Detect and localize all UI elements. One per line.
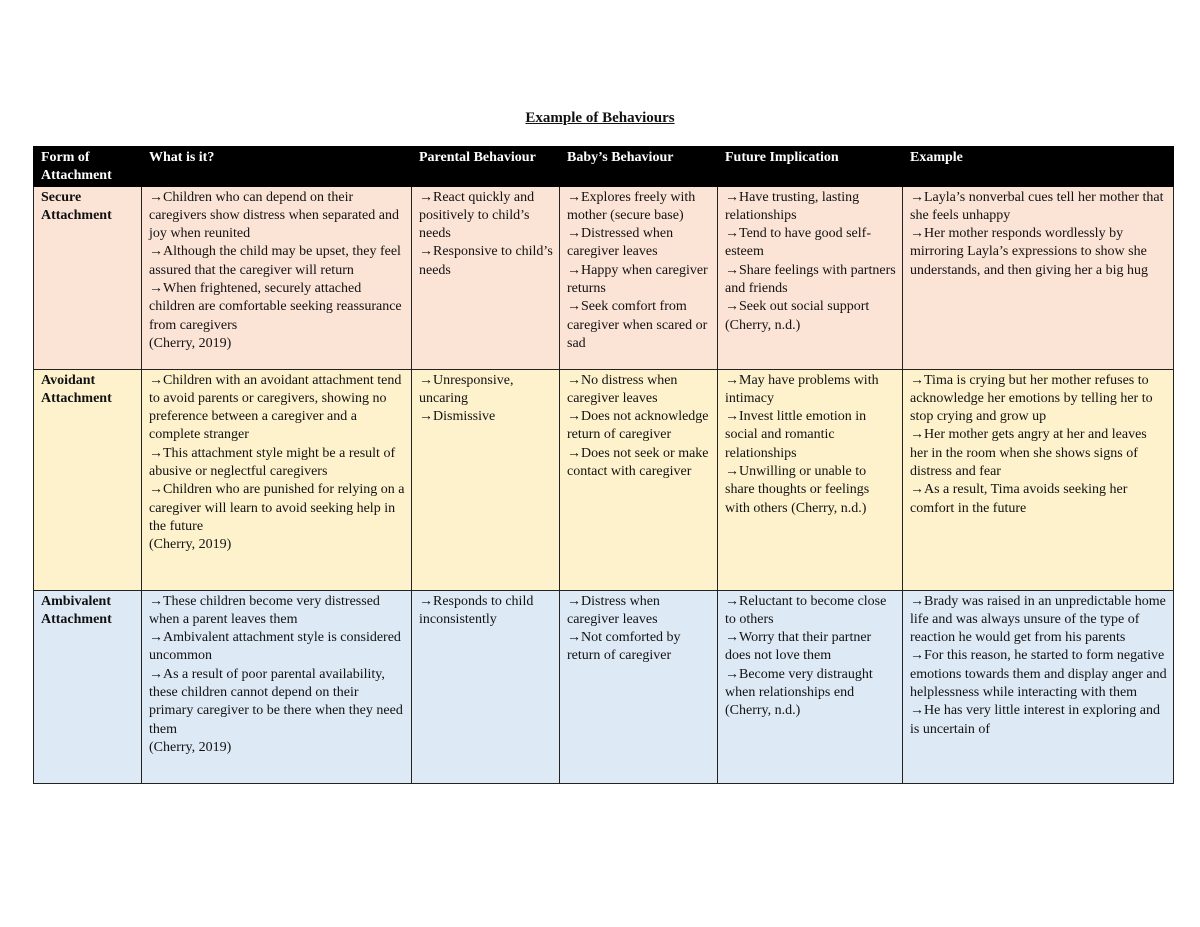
cell-example xyxy=(903,369,1174,590)
cell-line: →Seek out social support (Cherry, n.d.) xyxy=(725,299,870,333)
cell-line: →Brady was raised in an unpredictable home life and was always unsure of the type of reaction he would get from his parents xyxy=(910,593,1166,646)
cell-line: →Worry that their partner does not love them xyxy=(725,630,872,664)
document-title: Example of Behaviours xyxy=(525,110,675,126)
cell-line: →Distress when caregiver leaves xyxy=(567,593,660,627)
cell-line: →Unresponsive, uncaring xyxy=(419,372,514,406)
cell-line: →Have trusting, lasting relationships xyxy=(725,189,860,223)
header-parental: Parental Behaviour xyxy=(412,147,560,187)
header-future: Future Implication xyxy=(718,147,903,187)
cell-line: →React quickly and positively to child’s needs xyxy=(419,189,535,242)
cell-line: →As a result, Tima avoids seeking her comfort in the future xyxy=(910,482,1128,516)
cell-line: →No distress when caregiver leaves xyxy=(567,372,678,406)
cell-line: →Seek comfort from caregiver when scared or sad xyxy=(567,299,708,351)
cell-baby xyxy=(560,590,718,783)
cell-future xyxy=(718,369,903,590)
cell-line: →Unwilling or unable to share thoughts or feelings with others (Cherry, n.d.) xyxy=(725,464,870,516)
cell-line: (Cherry, 2019) xyxy=(149,335,232,351)
cell-baby xyxy=(560,369,718,590)
table-row-avoidant xyxy=(34,369,1174,590)
cell-line: →Dismissive xyxy=(419,409,496,425)
cell-line: →May have problems with intimacy xyxy=(725,372,879,406)
cell-parental xyxy=(412,186,560,369)
header-form: Form of Attachment xyxy=(34,147,142,187)
cell-line: →Her mother responds wordlessly by mirroring Layla’s expressions to show she understands, and then giving her a big hug xyxy=(910,226,1148,278)
cell-line: →When frightened, securely attached children are comfortable seeking reassurance from caregivers xyxy=(149,281,402,333)
cell-line: →Happy when caregiver returns xyxy=(567,262,708,297)
cell-future xyxy=(718,186,903,369)
table-row-secure xyxy=(34,186,1174,369)
header-baby: Baby’s Behaviour xyxy=(560,147,718,187)
cell-line: →Although the child may be upset, they feel assured that the caregiver will return xyxy=(149,244,401,278)
header-row xyxy=(34,147,1174,187)
cell-form: Secure Attachment xyxy=(34,186,142,369)
cell-line: →Responsive to child’s needs xyxy=(419,244,553,278)
cell-line: →Does not seek or make contact with caregiver xyxy=(567,445,709,480)
header-example: Example xyxy=(903,147,1174,187)
cell-line: →Explores freely with mother (secure base) xyxy=(567,189,696,223)
cell-line: →Layla’s nonverbal cues tell her mother that she feels unhappy xyxy=(910,189,1164,223)
cell-line: →Invest little emotion in social and romantic relationships xyxy=(725,409,867,461)
cell-line: (Cherry, 2019) xyxy=(149,537,232,553)
cell-line: →These children become very distressed when a parent leaves them xyxy=(149,593,380,627)
cell-line: →Does not acknowledge return of caregiver xyxy=(567,409,709,443)
cell-line: →Children who are punished for relying on a caregiver will learn to avoid seeking help in the future xyxy=(149,482,405,534)
attachment-table xyxy=(33,146,1174,784)
table-row-ambivalent xyxy=(34,590,1174,783)
cell-line: →He has very little interest in exploring and is uncertain of xyxy=(910,703,1160,737)
cell-line: →Distressed when caregiver leaves xyxy=(567,226,674,260)
cell-future xyxy=(718,590,903,783)
cell-form: Avoidant Attachment xyxy=(34,369,142,590)
cell-line: →Children with an avoidant attachment tend to avoid parents or caregivers, showing no preference between a caregiver and a complete stranger xyxy=(149,372,402,443)
cell-line: (Cherry, 2019) xyxy=(149,739,232,755)
cell-line: →Ambivalent attachment style is considered uncommon xyxy=(149,630,401,664)
cell-line: →For this reason, he started to form negative emotions towards them and display anger and helplessness while interacting with them xyxy=(910,648,1167,701)
cell-line: →Tend to have good self-esteem xyxy=(725,226,871,260)
cell-line: →Become very distraught when relationships end (Cherry, n.d.) xyxy=(725,666,873,719)
cell-line: →Tima is crying but her mother refuses to acknowledge her emotions by telling her to stop crying and grow up xyxy=(910,372,1153,425)
cell-line: →Share feelings with partners and friends xyxy=(725,262,896,297)
cell-example xyxy=(903,186,1174,369)
cell-line: →Her mother gets angry at her and leaves her in the room when she shows signs of distress and fear xyxy=(910,427,1147,480)
cell-example xyxy=(903,590,1174,783)
cell-form: Ambivalent Attachment xyxy=(34,590,142,783)
cell-what xyxy=(142,186,412,369)
cell-what xyxy=(142,590,412,783)
header-what: What is it? xyxy=(142,147,412,187)
cell-what xyxy=(142,369,412,590)
cell-parental xyxy=(412,369,560,590)
cell-line: →Not comforted by return of caregiver xyxy=(567,630,681,664)
cell-baby xyxy=(560,186,718,369)
cell-line: →This attachment style might be a result of abusive or neglectful caregivers xyxy=(149,445,396,480)
cell-line: →Reluctant to become close to others xyxy=(725,593,887,627)
cell-parental xyxy=(412,590,560,783)
cell-line: →Children who can depend on their caregivers show distress when separated and joy when reunited xyxy=(149,189,399,242)
cell-line: →Responds to child inconsistently xyxy=(419,593,534,627)
cell-line: →As a result of poor parental availability, these children cannot depend on their primary caregiver to be there when they need them xyxy=(149,666,403,737)
